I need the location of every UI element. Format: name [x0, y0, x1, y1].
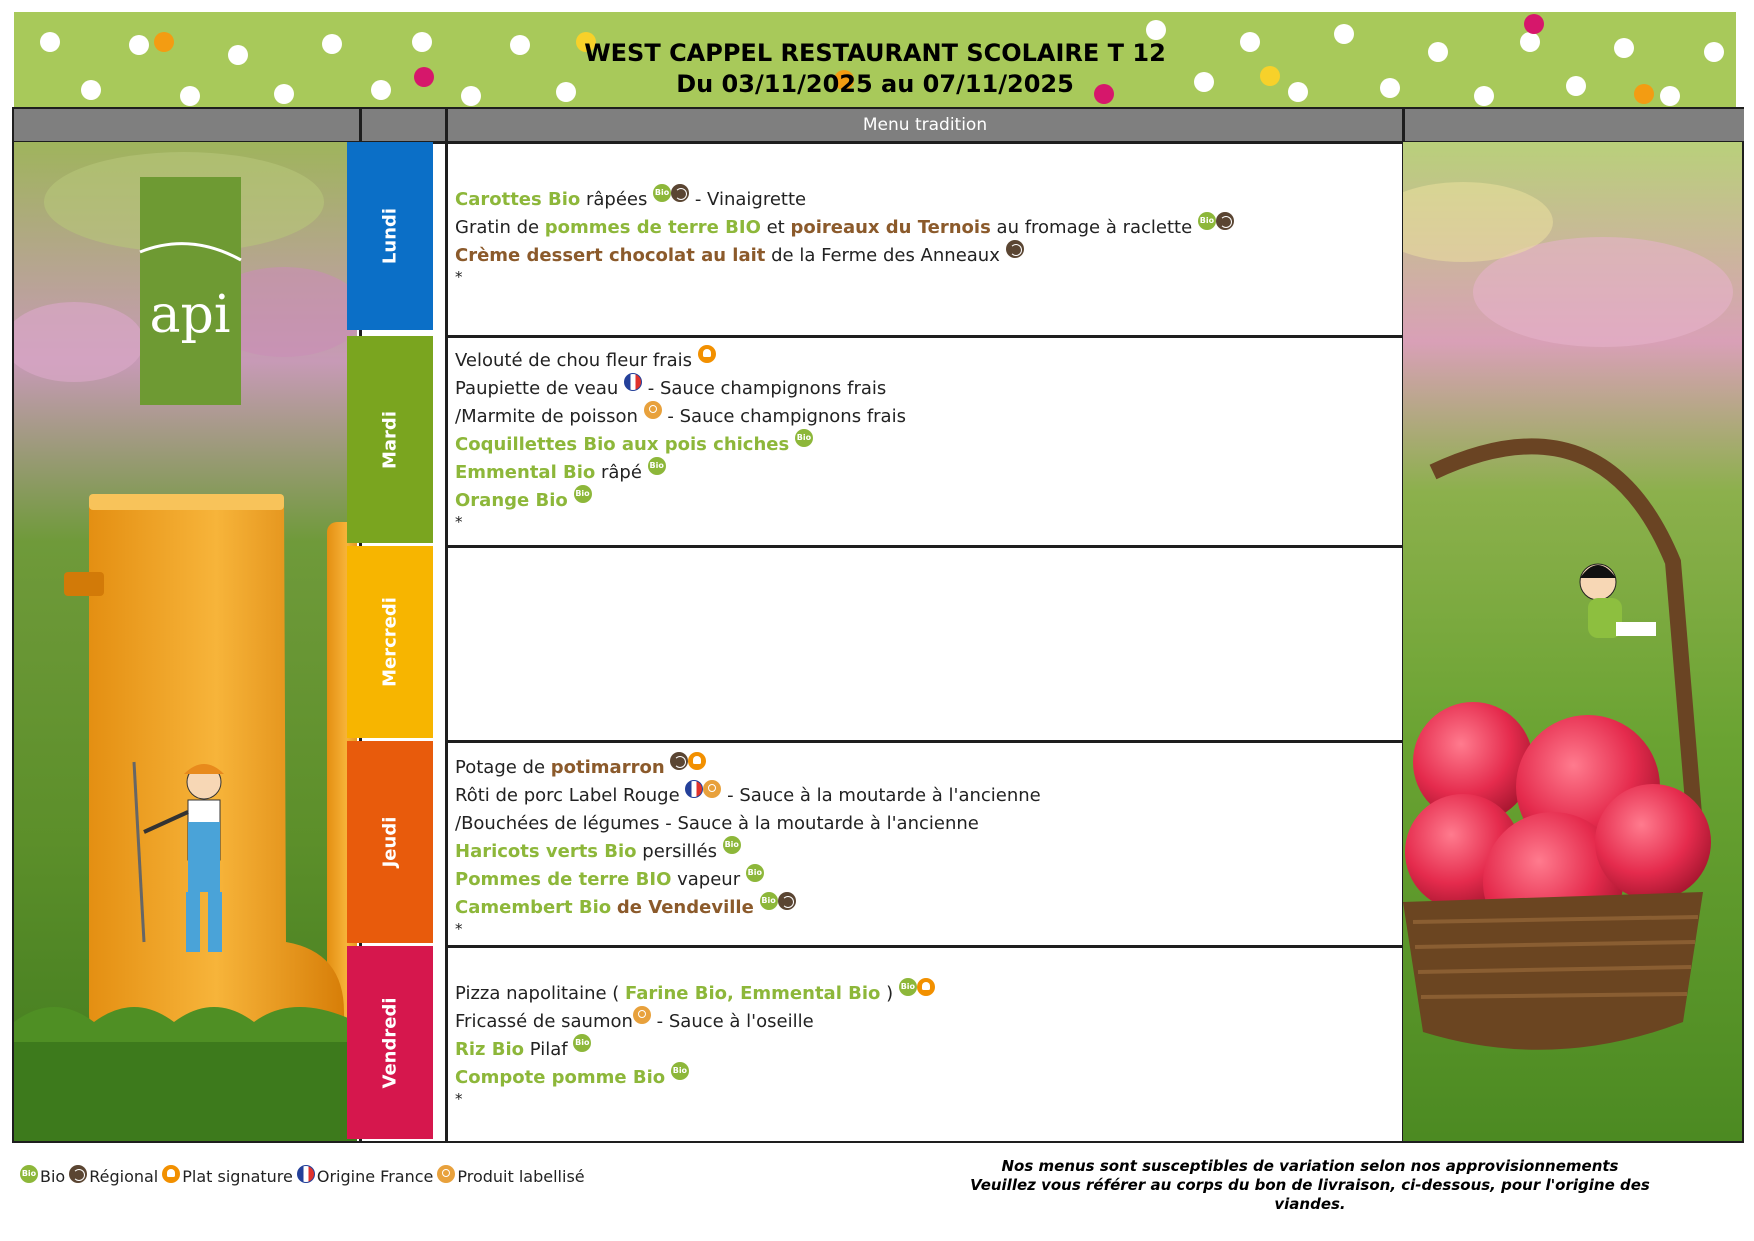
menu-line [455, 242, 1395, 270]
day-label-lundi: Lundi [347, 142, 433, 330]
menu-text: Gratin de [455, 217, 545, 238]
legend-item-regional [69, 1167, 158, 1186]
signature-icon [162, 1165, 180, 1183]
menu-text: - Vinaigrette [689, 189, 807, 210]
day-label-mercredi: Mercredi [347, 546, 433, 738]
divider [448, 740, 1402, 743]
menu-text: Velouté de chou fleur frais [455, 350, 698, 371]
footer-note [940, 1157, 1680, 1214]
apple-basket-photo [1403, 142, 1742, 1141]
day-label-jeudi: Jeudi [347, 741, 433, 943]
menu-line [455, 214, 1395, 242]
regional-icon [1006, 240, 1024, 258]
regional-icon [69, 1165, 87, 1183]
france-icon [685, 780, 703, 798]
bio-icon: Bio [899, 978, 917, 996]
menu-text: râpées [580, 189, 654, 210]
menu-text: - Sauce à l'oseille [650, 1011, 814, 1032]
menu-text: Orange Bio [455, 490, 568, 511]
header-banner [14, 12, 1736, 107]
regional-icon [778, 892, 796, 910]
menu-line [455, 754, 1395, 782]
bio-icon: Bio [574, 485, 592, 503]
label-icon [703, 780, 721, 798]
menu-text: Compote pomme Bio [455, 1067, 666, 1088]
menu-footnote-star: * [455, 513, 463, 531]
menu-cell-vendredi [455, 980, 1395, 1110]
menu-text: persillés [636, 841, 723, 862]
regional-icon [671, 184, 689, 202]
legend-label: Bio [40, 1167, 66, 1186]
menu-line [455, 980, 1395, 1008]
divider [445, 109, 448, 1141]
divider [448, 945, 1402, 948]
menu-text: râpé [595, 462, 648, 483]
menu-line [455, 459, 1395, 487]
footer-note-line: Veuillez vous référer au corps du bon de livraison, ci-dessous, pour l'origine des viandes. [970, 1176, 1650, 1213]
date-range: Du 03/11/2025 au 07/11/2025 [676, 70, 1074, 98]
menu-text: Emmental Bio [455, 462, 596, 483]
bio-icon: Bio [795, 429, 813, 447]
menu-text: Coquillettes Bio aux pois chiches [455, 434, 790, 455]
bio-icon: Bio [573, 1034, 591, 1052]
menu-text: poireaux du Ternois [790, 217, 991, 238]
menu-cell-jeudi [455, 754, 1395, 940]
legend-label: Origine France [316, 1167, 434, 1186]
menu-cell-lundi [455, 186, 1395, 288]
label-icon [437, 1165, 455, 1183]
bio-icon: Bio [1198, 212, 1216, 230]
menu-text: Rôti de porc Label Rouge [455, 785, 686, 806]
menu-text: Pommes de terre BIO [455, 869, 672, 890]
menu-text: Camembert Bio [455, 897, 612, 918]
legend-item-signature [162, 1167, 293, 1186]
menu-text: - Sauce champignons frais [661, 406, 906, 427]
menu-text: ) [880, 983, 899, 1004]
header-cell-right [1405, 109, 1744, 141]
legend-label: Produit labellisé [457, 1167, 585, 1186]
bio-icon: Bio [760, 892, 778, 910]
menu-text: - Sauce champignons frais [642, 378, 887, 399]
menu-text: Crème dessert chocolat au lait [455, 245, 766, 266]
bio-icon: Bio [746, 864, 764, 882]
menu-line [455, 375, 1395, 403]
legend-item-label [437, 1167, 584, 1186]
menu-text: de Vendeville [616, 897, 754, 918]
signature-icon [698, 345, 716, 363]
bio-icon: Bio [723, 836, 741, 854]
bio-icon: Bio [648, 457, 666, 475]
divider [448, 545, 1402, 548]
column-header-menu: Menu tradition [448, 109, 1402, 141]
legend-item-france [297, 1167, 434, 1186]
france-icon [297, 1165, 315, 1183]
menu-line [455, 487, 1395, 515]
france-icon [624, 373, 642, 391]
menu-line [455, 810, 1395, 838]
menu-text [568, 490, 574, 511]
menu-line [455, 894, 1395, 922]
regional-icon [1216, 212, 1234, 230]
menu-line [455, 866, 1395, 894]
legend-item-bio [20, 1167, 65, 1186]
legend-label: Plat signature [182, 1167, 293, 1186]
menu-text: Carottes Bio [455, 189, 581, 210]
menu-line [455, 347, 1395, 375]
menu-footnote-star: * [455, 1090, 463, 1108]
menu-text: pommes de terre BIO [544, 217, 761, 238]
menu-text: Potage de [455, 757, 551, 778]
menu-text: - Sauce à la moutarde à l'ancienne [721, 785, 1041, 806]
header-cell-left [14, 109, 359, 141]
menu-text: /Bouchées de légumes - Sauce à la moutarde à l'ancienne [455, 813, 979, 834]
bio-icon: Bio [671, 1062, 689, 1080]
signature-icon [688, 752, 706, 770]
menu-line [455, 1036, 1395, 1064]
menu-text: de la Ferme des Anneaux [765, 245, 1006, 266]
menu-text: Pilaf [524, 1039, 574, 1060]
menu-line [455, 838, 1395, 866]
page-title: WEST CAPPEL RESTAURANT SCOLAIRE T 12 [584, 39, 1166, 67]
menu-footnote-star: * [455, 268, 463, 286]
menu-line [455, 431, 1395, 459]
menu-text: potimarron [550, 757, 665, 778]
menu-line [455, 1064, 1395, 1092]
menu-text: Riz Bio [455, 1039, 525, 1060]
divider [448, 335, 1402, 338]
menu-line [455, 403, 1395, 431]
menu-text: au fromage à raclette [990, 217, 1198, 238]
menu-text: Farine Bio, Emmental Bio [625, 983, 881, 1004]
menu-text: /Marmite de poisson [455, 406, 644, 427]
menu-line [455, 186, 1395, 214]
menu-text: et [760, 217, 791, 238]
footer-note-line: Nos menus sont susceptibles de variation selon nos approvisionnements [1001, 1157, 1619, 1175]
menu-text: Fricassé de saumon [455, 1011, 633, 1032]
label-icon [633, 1006, 651, 1024]
bio-icon: Bio [653, 184, 671, 202]
menu-line [455, 1008, 1395, 1036]
api-logo: api [149, 285, 231, 345]
regional-icon [670, 752, 688, 770]
label-icon [644, 401, 662, 419]
menu-text [754, 897, 760, 918]
day-label-vendredi: Vendredi [347, 946, 433, 1139]
legend-label: Régional [89, 1167, 159, 1186]
menu-text: Paupiette de veau [455, 378, 625, 399]
menu-cell-mardi [455, 347, 1395, 533]
menu-text: vapeur [671, 869, 746, 890]
menu-footnote-star: * [455, 920, 463, 938]
menu-text: Pizza napolitaine ( [455, 983, 626, 1004]
menu-line [455, 782, 1395, 810]
boot-photo [14, 142, 357, 1141]
legend [20, 1167, 589, 1186]
signature-icon [917, 978, 935, 996]
bio-icon: Bio [20, 1165, 38, 1183]
menu-text: Haricots verts Bio [455, 841, 637, 862]
day-label-mardi: Mardi [347, 336, 433, 543]
header-cell-day [362, 109, 445, 141]
